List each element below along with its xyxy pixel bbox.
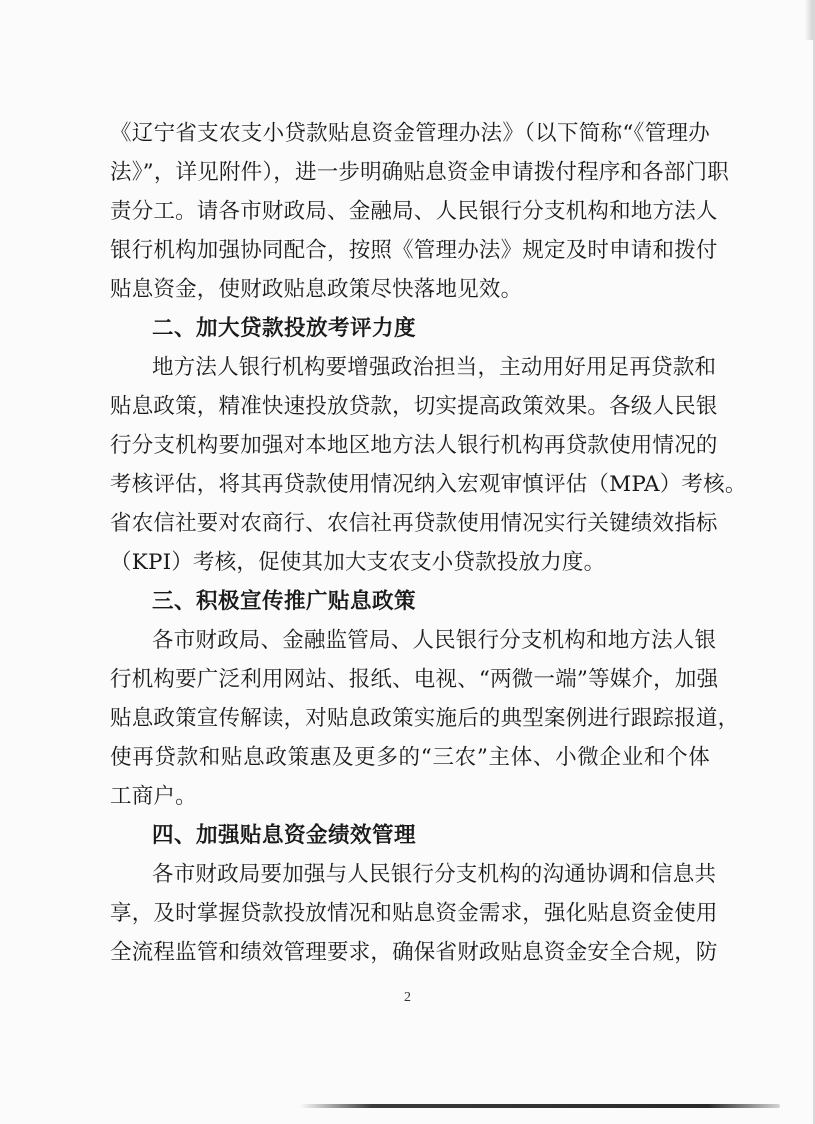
text-line: 各市财政局、金融监管局、人民银行分支机构和地方法人银 [152, 628, 717, 653]
page-number: 2 [404, 990, 411, 1005]
section-heading: 三、积极宣传推广贴息政策 [152, 589, 417, 614]
text-line: 使再贷款和贴息政策惠及更多的“三农”主体、小微企业和个体 [110, 745, 710, 770]
section-heading: 二、加大贷款投放考评力度 [152, 316, 417, 341]
text-line: 工商户。 [110, 784, 197, 809]
text-line: 银行机构加强协同配合，按照《管理办法》规定及时申请和拨付 [110, 238, 718, 263]
document-body [110, 114, 747, 972]
text-line: 考核评估，将其再贷款使用情况纳入宏观审慎评估（MPA）考核。 [110, 472, 747, 497]
text-line: 贴息政策宣传解读，对贴息政策实施后的典型案例进行跟踪报道， [110, 706, 740, 731]
text-line: 法》”，详见附件），进一步明确贴息资金申请拨付程序和各部门职 [110, 160, 729, 185]
text-line: 全流程监管和绩效管理要求，确保省财政贴息资金安全合规，防 [110, 940, 718, 965]
section-heading: 四、加强贴息资金绩效管理 [152, 823, 417, 848]
text-line: 《辽宁省支农支小贷款贴息资金管理办法》（以下简称“《管理办 [110, 121, 710, 146]
text-line: 责分工。请各市财政局、金融局、人民银行分支机构和地方法人 [110, 199, 718, 224]
text-line: 行机构要广泛利用网站、报纸、电视、“两微一端”等媒介，加强 [110, 667, 719, 692]
text-line: 行分支机构要加强对本地区地方法人银行机构再贷款使用情况的 [110, 433, 718, 458]
text-line: （KPI）考核，促使其加大支农支小贷款投放力度。 [110, 550, 606, 575]
text-line: 各市财政局要加强与人民银行分支机构的沟通协调和信息共 [152, 862, 717, 887]
text-line: 地方法人银行机构要增强政治担当，主动用好用足再贷款和 [152, 355, 717, 380]
scan-bottom-edge [300, 1104, 780, 1108]
text-line: 贴息政策，精准快速投放贷款，切实提高政策效果。各级人民银 [110, 394, 718, 419]
text-line: 享，及时掌握贷款投放情况和贴息资金需求，强化贴息资金使用 [110, 901, 718, 926]
text-line: 贴息资金，使财政贴息政策尽快落地见效。 [110, 277, 523, 302]
text-line: 省农信社要对农商行、农信社再贷款使用情况实行关键绩效指标 [110, 511, 718, 536]
